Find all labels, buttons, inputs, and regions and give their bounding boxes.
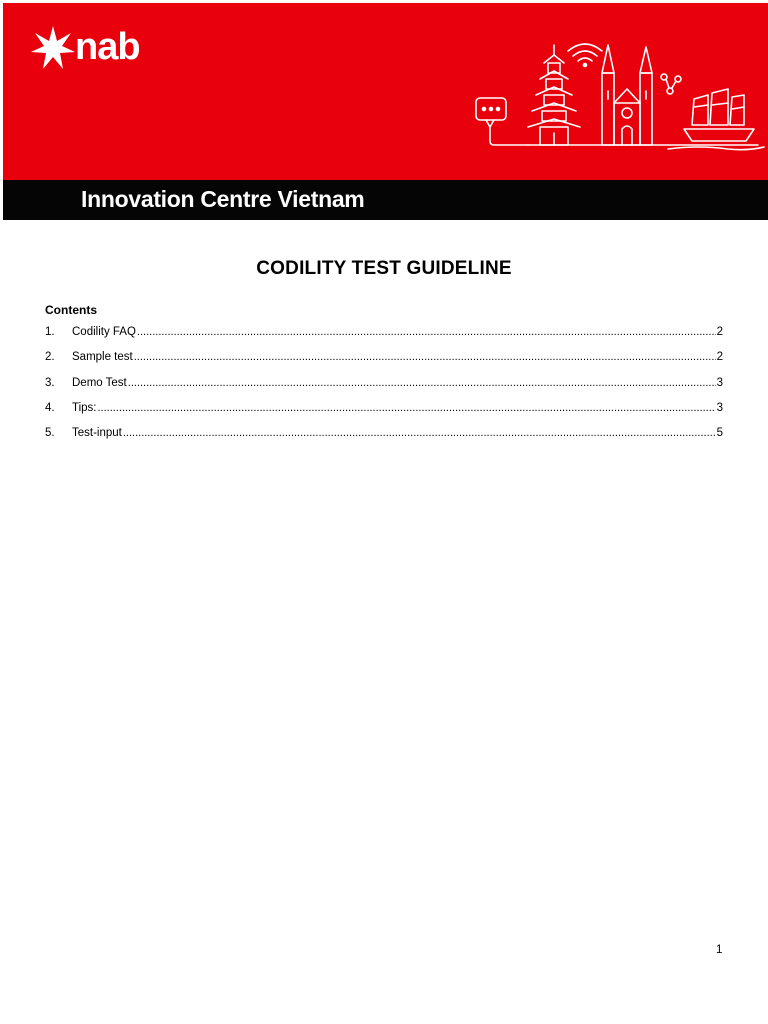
toc-entry-number: 1.: [45, 326, 55, 338]
document-title: CODILITY TEST GUIDELINE: [256, 258, 512, 279]
toc-dot-leader: [128, 375, 716, 391]
header-banner: [3, 3, 768, 220]
toc-entry-page: 2: [716, 351, 723, 364]
network-nodes-icon: [661, 74, 681, 94]
toc-entry-label[interactable]: Tips:: [72, 401, 97, 414]
toc-entry-codility-faq[interactable]: [45, 324, 723, 349]
chat-bubble-icon: [476, 98, 528, 145]
toc-entry-number: 2.: [45, 351, 55, 364]
table-of-contents: [45, 324, 723, 450]
toc-entry-number: 5.: [45, 427, 55, 440]
page-number: 1: [716, 944, 723, 956]
toc-entry-tips[interactable]: [45, 400, 723, 425]
toc-heading: Contents: [45, 303, 97, 317]
junk-boat-icon: [684, 89, 754, 141]
toc-entry-page: 5: [716, 427, 723, 440]
toc-entry-number: 4.: [45, 401, 55, 414]
wifi-icon: [568, 44, 602, 67]
toc-entry-sample-test[interactable]: [45, 349, 723, 374]
vietnam-skyline-illustration: [468, 33, 768, 153]
toc-entry-label[interactable]: Codility FAQ: [72, 326, 136, 338]
toc-entry-page: 2: [716, 326, 723, 338]
toc-dot-leader: [123, 425, 716, 441]
toc-entry-test-input[interactable]: [45, 425, 723, 450]
cathedral-icon: [602, 45, 652, 145]
pagoda-icon: [528, 45, 580, 145]
toc-entry-demo-test[interactable]: [45, 375, 723, 400]
banner-title: Innovation Centre Vietnam: [81, 186, 365, 212]
toc-dot-leader: [98, 400, 716, 416]
toc-entry-page: 3: [716, 401, 723, 414]
toc-dot-leader: [134, 349, 716, 365]
toc-entry-page: 3: [716, 376, 723, 389]
toc-entry-label[interactable]: Sample test: [72, 351, 133, 364]
toc-entry-label[interactable]: Demo Test: [72, 376, 127, 389]
logo-wordmark: nab: [75, 26, 140, 68]
toc-dot-leader: [137, 324, 716, 340]
toc-entry-number: 3.: [45, 376, 55, 389]
nab-star-icon: [30, 25, 76, 71]
toc-entry-label[interactable]: Test-input: [72, 427, 122, 440]
